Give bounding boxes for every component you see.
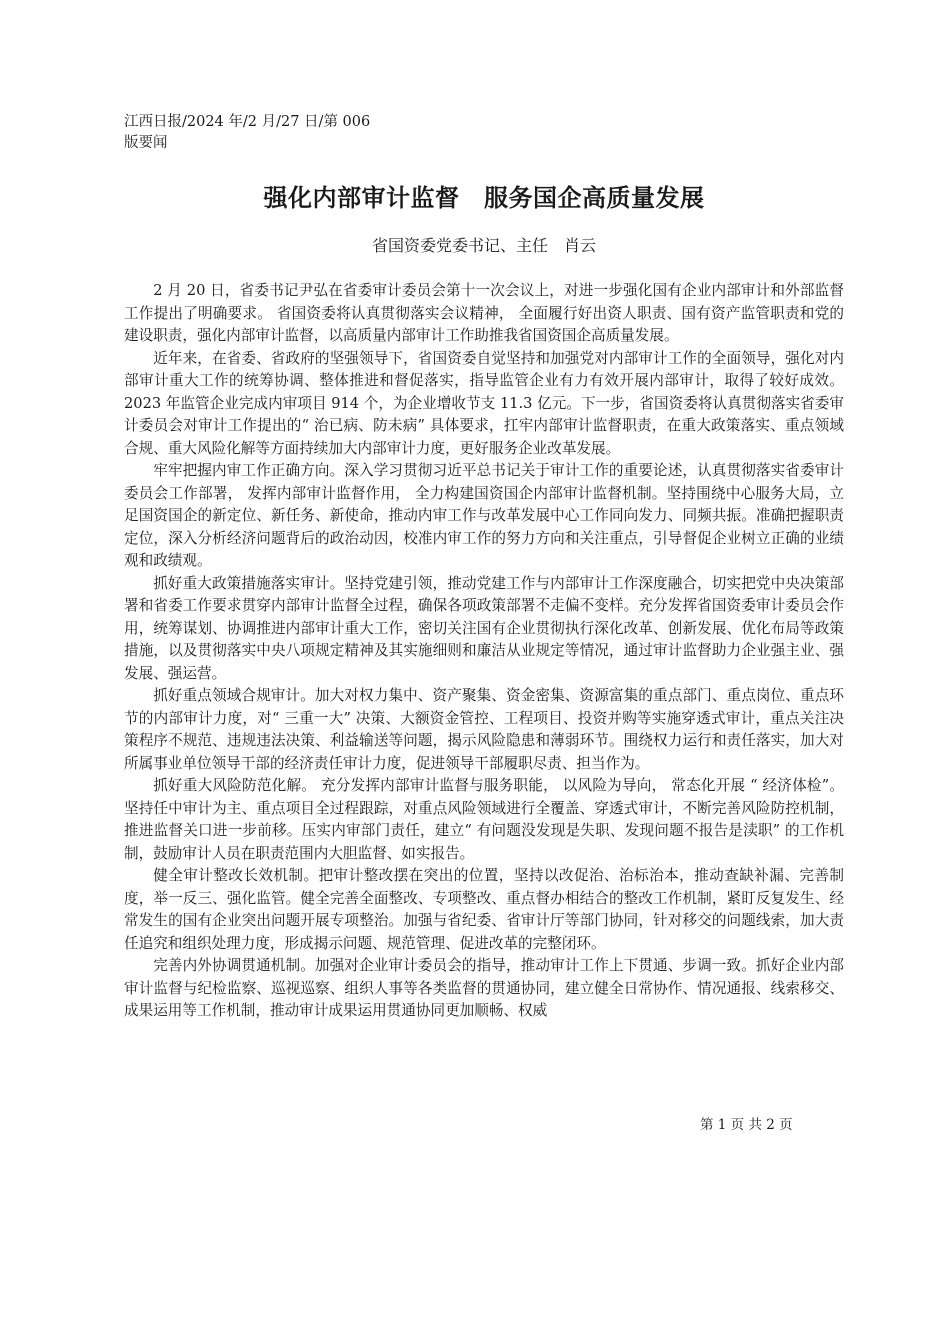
paragraph-2: 近年来，在省委、省政府的坚强领导下，省国资委自觉坚持和加强党对内部审计工作的全面领导，强化对内部审计重大工作的统筹协调、整体推进和督促落实，指导监管企业有力有效开展内部审计，取得了较好成效。2023 年监管企业完成内审项目 914 个，为企业增收节支 11.3 亿元。下一步，省国资委将认真贯彻落实省委审计委员会对审计工作提出的“ 治已病、防未病” 具体要求，扛牢内部审计监督职责，在重大政策落实、重点领域合规、重大风险化解等方面持续加大内部审计力度，更好服务企业改革发展。 xyxy=(124,349,844,457)
paragraph-3: 牢牢把握内审工作正确方向。深入学习贯彻习近平总书记关于审计工作的重要论述，认真贯彻落实省委审计委员会工作部署， 发挥内部审计监督作用， 全力构建国资国企内部审计监督机制。坚持围绕中心服务大局，立足国资国企的新定位、新任务、新使命，推动内审工作与改革发展中心工作同向发力、同频共振。准确把握职责定位，深入分析经济问题背后的政治动因，校准内审工作的努力方向和关注重点，引导督促企业树立正确的业绩观和政绩观。 xyxy=(124,462,844,569)
paragraph-5: 抓好重点领域合规审计。加大对权力集中、资产聚集、资金密集、资源富集的重点部门、重点岗位、重点环节的内部审计力度，对“ 三重一大” 决策、大额资金管控、工程项目、投资并购等实施穿透式审计，重点关注决策程序不规范、违规违法决策、利益输送等问题，揭示风险隐患和薄弱环节。围绕权力运行和责任落实，加大对所属事业单位领导干部的经济责任审计力度，促进领导干部履职尽责、担当作为。 xyxy=(124,687,844,772)
document-page xyxy=(124,112,844,1023)
paragraph-1: 2 月 20 日，省委书记尹弘在省委审计委员会第十一次会议上，对进一步强化国有企业内部审计和外部监督工作提出了明确要求。 省国资委将认真贯彻落实会议精神， 全面履行好出资人职责、国有资产监管职责和党的建设职责，强化内部审计监督，以高质量内部审计工作助推我省国资国企高质量发展。 xyxy=(124,282,844,344)
article-author: 省国资委党委书记、主任 肖云 xyxy=(371,236,596,255)
section-line: 版要闻 xyxy=(124,135,168,151)
page-indicator: 第 1 页 共 2 页 xyxy=(700,1117,793,1133)
paragraph-7: 健全审计整改长效机制。把审计整改摆在突出的位置，坚持以改促治、治标治本，推动查缺补漏、完善制度，举一反三、强化监管。健全完善全面整改、专项整改、重点督办相结合的整改工作机制，紧盯反复发生、经常发生的国有企业突出问题开展专项整治。加强与省纪委、省审计厅等部门协同，针对移交的问题线索，加大责任追究和组织处理力度，形成揭示问题、规范管理、促进改革的完整闭环。 xyxy=(124,867,844,952)
article-body xyxy=(124,280,844,1023)
paragraph-6: 抓好重大风险防范化解。 充分发挥内部审计监督与服务职能， 以风险为导向， 常态化开展 “ 经济体检”。坚持任中审计为主、重点项目全过程跟踪，对重点风险领域进行全覆盖、穿透式审计，不断完善风险防控机制，推进监督关口进一步前移。压实内审部门责任，建立“ 有问题没发现是失职、发现问题不报告是渎职” 的工作机制，鼓励审计人员在职责范围内大胆监督、如实报告。 xyxy=(124,777,844,862)
paragraph-4: 抓好重大政策措施落实审计。坚持党建引领，推动党建工作与内部审计工作深度融合，切实把党中央决策部署和省委工作要求贯穿内部审计监督全过程，确保各项政策部署不走偏不变样。充分发挥省国资委审计委员会作用，统筹谋划、协调推进内部审计重大工作，密切关注国有企业贯彻执行深化改革、创新发展、优化布局等政策措施，以及贯彻落实中央八项规定精神及其实施细则和廉洁从业规定等情况，通过审计监督助力企业强主业、强发展、强运营。 xyxy=(124,574,844,682)
paragraph-8: 完善内外协调贯通机制。加强对企业审计委员会的指导，推动审计工作上下贯通、步调一致。抓好企业内部审计监督与纪检监察、巡视巡察、组织人事等各类监督的贯通协同，建立健全日常协作、情况通报、线索移交、成果运用等工作机制，推动审计成果运用贯通协同更加顺畅、权威 xyxy=(124,957,844,1019)
article-title: 强化内部审计监督 服务国企高质量发展 xyxy=(263,184,705,212)
source-line: 江西日报/2024 年/2 月/27 日/第 006 xyxy=(124,114,371,130)
